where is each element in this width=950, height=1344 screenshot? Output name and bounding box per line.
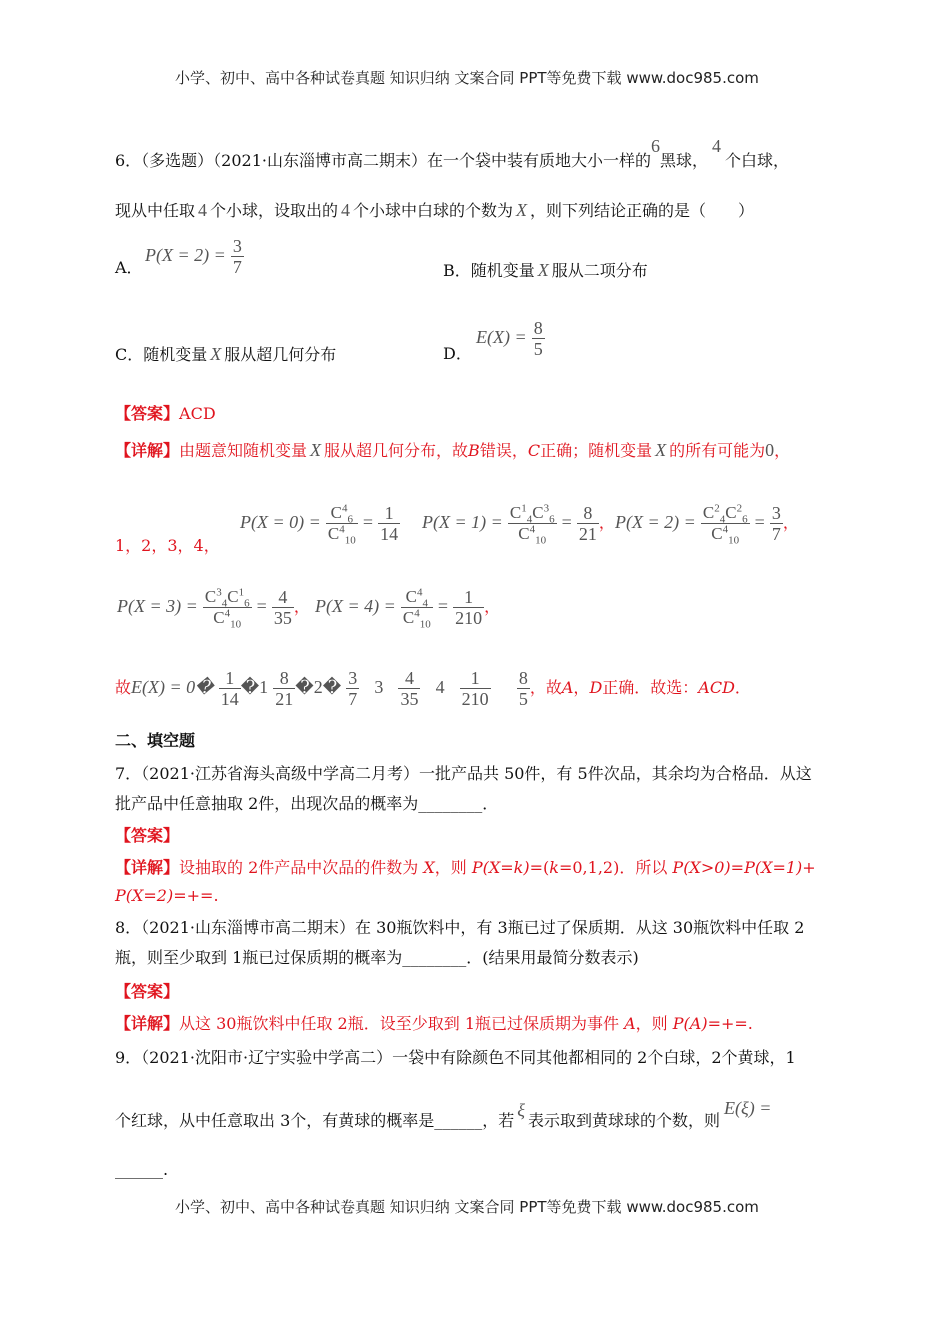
formula-p1: P(X = 1) = $\frac{C^1_4C^3_6}{C^4_{10}}$ = $\frac{8}{21}$ ， bbox=[422, 502, 615, 547]
q8-line2: 瓶，则至少取到 1瓶已过保质期的概率为________．(结果用最简分数表示) bbox=[115, 948, 639, 967]
q8-detail: 【详解】从这 30瓶饮料中任取 2瓶．设至少取到 1瓶已过保质期为事件 A，则 P(A)=+=. bbox=[115, 1014, 753, 1033]
q8-line1: 8．（2021·山东淄博市高二期末）在 30瓶饮料中，有 3瓶已过了保质期．从这 30瓶饮料中任取 2 bbox=[115, 918, 805, 937]
q7-line1: 7．（2021·江苏省海头高级中学高二月考）一批产品共 50件，有 5件次品，其余均为合格品．从这 bbox=[115, 764, 812, 783]
option-d-formula: E(X) = $\frac{8}{5}$ bbox=[476, 318, 543, 359]
option-c: C．随机变量 X 服从超几何分布 bbox=[115, 344, 337, 364]
q9-line2: 个红球，从中任意取出 3个，有黄球的概率是______，若ξ表示取到黄球球的个数，则E(ξ) = bbox=[115, 1098, 772, 1130]
q6-answer: 【答案】ACD bbox=[115, 404, 216, 423]
option-a-label: A． bbox=[115, 258, 143, 277]
option-d-label: D． bbox=[443, 344, 472, 363]
page-header: 小学、初中、高中各种试卷真题 知识归纳 文案合同 PPT等免费下载 www.doc985.com bbox=[175, 69, 759, 87]
formula-p0: P(X = 0) = $\frac{C^4_6}{C^4_{10}}$ = $\frac{1}{14}$ bbox=[240, 502, 399, 547]
page-footer: 小学、初中、高中各种试卷真题 知识归纳 文案合同 PPT等免费下载 www.doc985.com bbox=[175, 1198, 759, 1216]
q6-expectation: 故E(X) = 0� $\frac{1}{14}$ �1 $\frac{8}{21}$ �2� $\frac{3}{7}$ 3 $\frac{4}{35}$ 4 $\frac{1}{210}$ $\frac{8}{5}$ ，故A，D正确．故选：ACD． bbox=[115, 668, 751, 709]
q6-line2: 现从中任取 4 个小球，设取出的 4 个小球中白球的个数为 X ，则下列结论正确的是（ ） bbox=[115, 200, 755, 220]
formula-p2: P(X = 2) = $\frac{C^2_4C^2_6}{C^4_{10}}$ = $\frac{3}{7}$ ， bbox=[615, 502, 799, 547]
q9-line1: 9．（2021·沈阳市·辽宁实验中学高二）一袋中有除颜色不同其他都相同的 2个白球，2个黄球，1 bbox=[115, 1048, 796, 1067]
q9-line3: ______. bbox=[115, 1160, 169, 1179]
option-b: B．随机变量 X 服从二项分布 bbox=[443, 260, 648, 280]
option-a-formula: P(X = 2) = $\frac{3}{7}$ bbox=[145, 236, 242, 277]
q7-answer: 【答案】 bbox=[115, 826, 180, 845]
section-title-fill-blank: 二、填空题 bbox=[115, 731, 196, 750]
formula-p3: P(X = 3) = $\frac{C^3_4C^1_6}{C^4_{10}}$ = $\frac{4}{35}$ ， bbox=[117, 586, 310, 631]
q7-detail-line1: 【详解】设抽取的 2件产品中次品的件数为 X，则 P(X=k)=(k=0,1,2)．所以 P(X>0)=P(X=1)+ bbox=[115, 858, 816, 877]
formula-p4: P(X = 4) = $\frac{C^4_4}{C^4_{10}}$ = $\frac{1}{210}$ ， bbox=[315, 586, 501, 631]
q6-line1: 6．（多选题）（2021·山东淄博市高二期末）在一个袋中装有质地大小一样的6黑球，4个白球， bbox=[115, 136, 790, 170]
q8-answer: 【答案】 bbox=[115, 982, 180, 1001]
q7-detail-line2: P(X=2)=+=. bbox=[115, 886, 219, 905]
q7-line2: 批产品中任意抽取 2件，出现次品的概率为________． bbox=[115, 794, 499, 813]
q6-values: 1，2，3，4， bbox=[115, 536, 220, 555]
q6-detail-line1: 【详解】由题意知随机变量 X 服从超几何分布，故B错误，C正确；随机变量 X 的所有可能为0， bbox=[115, 440, 791, 460]
